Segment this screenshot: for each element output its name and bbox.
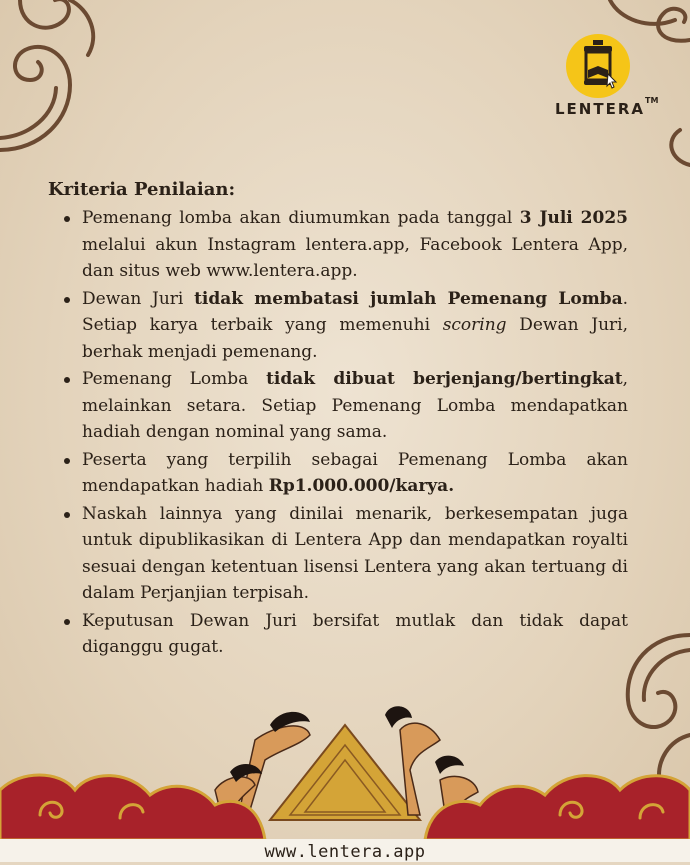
item-text: Dewan Juri	[82, 288, 195, 309]
logo-text: LENTERA	[555, 100, 645, 118]
item-text: Pemenang Lomba	[82, 369, 267, 389]
item-text: Keputusan Dewan Juri bersifat mutlak dan tidak dapat diganggu gugat.	[82, 610, 628, 657]
criteria-item	[82, 501, 628, 607]
emphasis-text: Rp1.000.000/karya.	[268, 476, 455, 496]
criteria-item	[82, 366, 628, 446]
criteria-item	[82, 447, 628, 500]
logo-circle	[566, 34, 630, 98]
item-text: Pemenang lomba akan diumumkan pada tanggal	[82, 208, 520, 228]
lentera-logo	[553, 34, 663, 120]
emphasis-text: 3 Juli 2025	[519, 208, 628, 228]
item-text: Dewan Juri, berhak menjadi pemenang.	[82, 315, 628, 362]
item-text: Peserta yang terpilih sebagai Pemenang Lomba akan mendapatkan hadiah	[82, 449, 628, 496]
cloud-swirl-top-left-icon	[0, 0, 120, 160]
criteria-item	[82, 608, 628, 661]
criteria-item	[82, 286, 628, 366]
criteria-section	[48, 177, 628, 662]
item-text: . Setiap karya terbaik yang memenuhi	[82, 288, 628, 335]
item-text: melalui akun Instagram lentera.app, Facebook Lentera App, dan situs web www.lentera.app.	[82, 234, 628, 281]
criteria-list	[48, 205, 628, 661]
wayang-cloud-decoration-icon	[0, 700, 690, 840]
emphasis-text: tidak dibuat berjenjang/bertingkat	[266, 369, 623, 389]
lantern-book-icon	[566, 34, 630, 98]
item-text: , melainkan setara. Setiap Pemenang Lomba mendapatkan hadiah dengan nominal yang sama.	[82, 369, 628, 442]
criteria-item	[82, 205, 628, 285]
section-heading: Kriteria Penilaian:	[48, 179, 236, 200]
footer-url: www.lentera.app	[0, 839, 690, 862]
italic-text: scoring	[442, 315, 507, 335]
logo-trademark: TM	[645, 96, 659, 105]
item-text: Naskah lainnya yang dinilai menarik, berkesempatan juga untuk dipublikasikan di Lentera App dan mendapatkan royalti sesuai dengan ketentuan lisensi Lentera yang akan tertuang di dalam Perjanjian terpisah.	[82, 503, 628, 603]
emphasis-text: tidak membatasi jumlah Pemenang Lomba	[194, 288, 623, 309]
